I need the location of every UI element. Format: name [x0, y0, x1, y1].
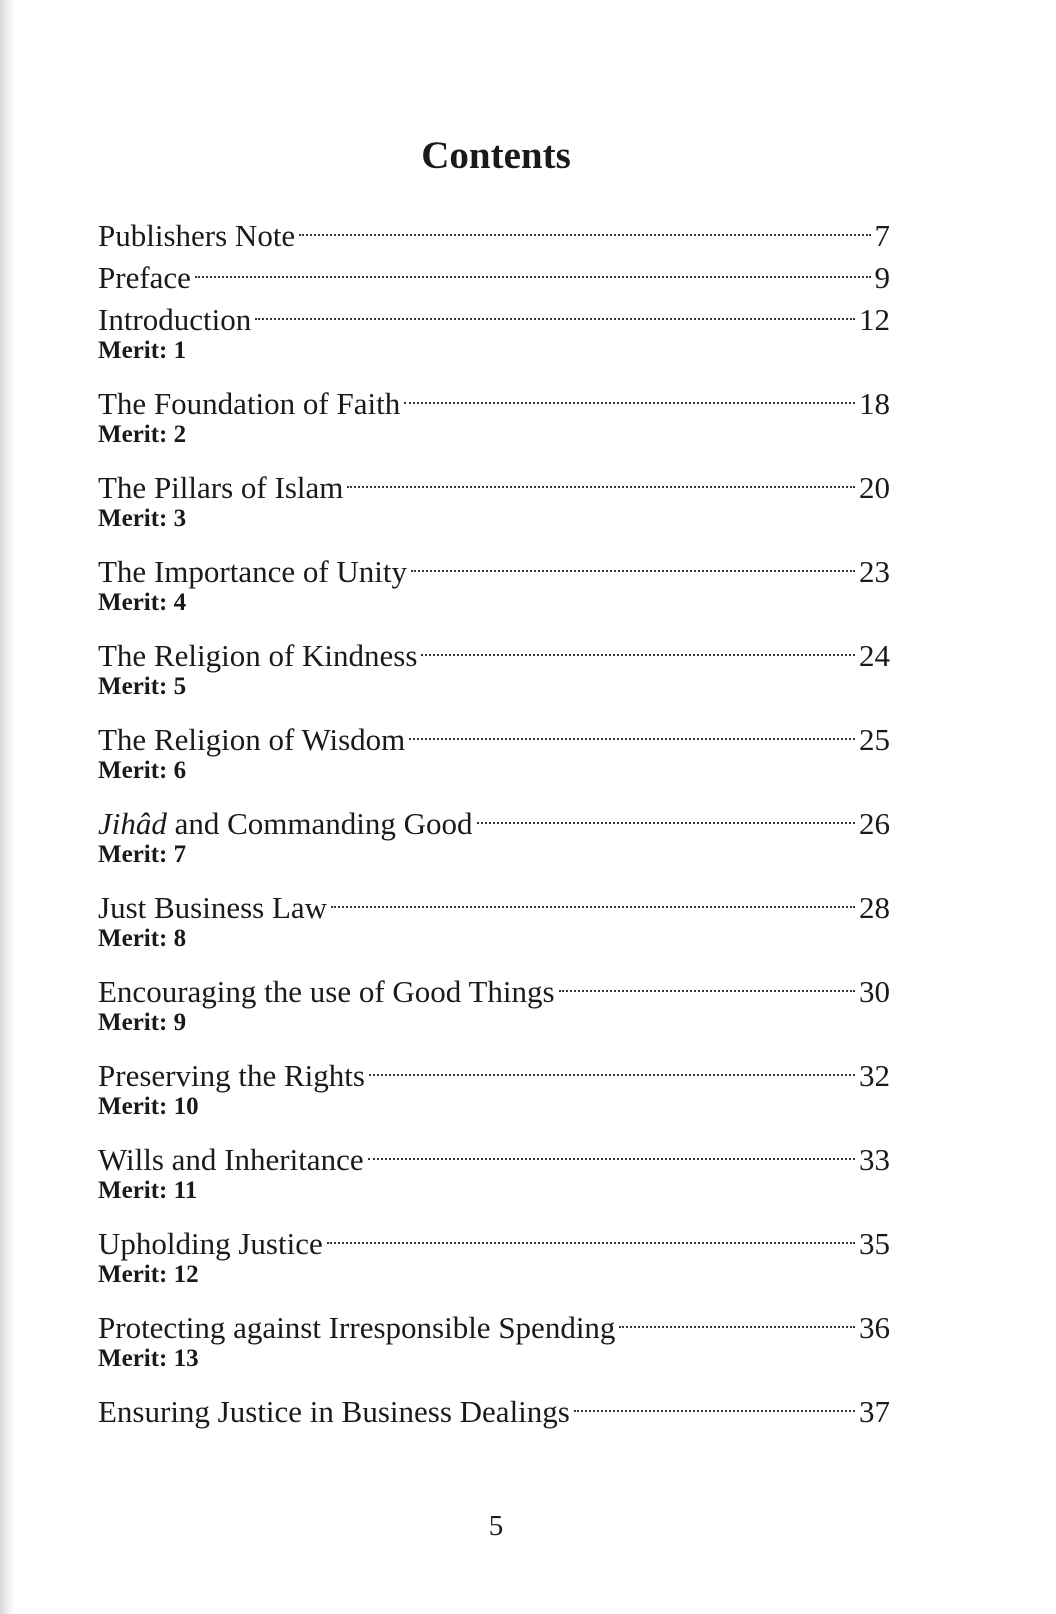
- dot-leader: [619, 1296, 855, 1338]
- toc-entry-page: 33: [859, 1142, 890, 1177]
- toc-entry-page: 18: [859, 386, 890, 421]
- toc-entry-page: 9: [874, 260, 890, 295]
- dot-leader: [411, 540, 855, 582]
- toc-entry-title-italic: Jihâd: [98, 806, 167, 841]
- merit-heading: Merit: 13: [98, 1345, 199, 1372]
- toc-entry-title-text: The Pillars of Islam: [98, 470, 344, 505]
- merit-heading: Merit: 4: [98, 589, 187, 616]
- toc-entry-title-text: The Importance of Unity: [98, 554, 408, 589]
- table-of-contents: [98, 204, 890, 1429]
- toc-entry: [98, 876, 890, 925]
- merit-heading: Merit: 12: [98, 1261, 199, 1288]
- merit-heading: Merit: 3: [98, 505, 187, 532]
- toc-entry-title-text: Just Business Law: [98, 890, 328, 925]
- page-number: 5: [488, 1510, 504, 1542]
- toc-entry: [98, 288, 890, 337]
- merit-heading: Merit: 1: [98, 337, 187, 364]
- toc-entry-page: 24: [859, 638, 890, 673]
- merit-heading: Merit: 7: [98, 841, 187, 868]
- toc-entry: [98, 1296, 890, 1345]
- toc-entry-title-text: The Foundation of Faith: [98, 386, 401, 421]
- merit-heading: Merit: 11: [98, 1177, 198, 1204]
- toc-entry-title-text: Encouraging the use of Good Things: [98, 974, 555, 1009]
- toc-entry-page: 30: [859, 974, 890, 1009]
- toc-entry-page: 7: [874, 218, 890, 253]
- toc-entry: [98, 540, 890, 589]
- toc-entry-page: 32: [859, 1058, 890, 1093]
- toc-entry: [98, 372, 890, 421]
- toc-entry-title-text: Introduction: [98, 302, 252, 337]
- toc-entry-page: 25: [859, 722, 890, 757]
- toc-entry-title-text: The Religion of Kindness: [98, 638, 418, 673]
- toc-entry-title-text: Publishers Note: [98, 218, 296, 253]
- toc-entry: [98, 1212, 890, 1261]
- merit-heading: Merit: 9: [98, 1009, 187, 1036]
- dot-leader: [369, 1044, 855, 1086]
- toc-entry-title-text: Ensuring Justice in Business Dealings: [98, 1394, 570, 1429]
- toc-entry-page: 23: [859, 554, 890, 589]
- dot-leader: [477, 792, 855, 834]
- dot-leader: [559, 960, 855, 1002]
- dot-leader: [299, 204, 870, 246]
- toc-entry-title: [98, 1391, 570, 1433]
- toc-entry: [98, 456, 890, 505]
- merit-heading: Merit: 5: [98, 673, 187, 700]
- toc-entry-title: [98, 257, 191, 299]
- dot-leader: [574, 1380, 855, 1422]
- dot-leader: [409, 708, 855, 750]
- toc-entry-title-text: Wills and Inheritance: [98, 1142, 364, 1177]
- dot-leader: [327, 1212, 855, 1254]
- toc-entry-title-text: The Religion of Wisdom: [98, 722, 406, 757]
- toc-entry-title-text: Protecting against Irresponsible Spending: [98, 1310, 616, 1345]
- toc-entry: [98, 1044, 890, 1093]
- toc-entry-title-text: Preserving the Rights: [98, 1058, 365, 1093]
- page-edge-shadow: [0, 0, 14, 1614]
- dot-leader: [331, 876, 855, 918]
- dot-leader: [368, 1128, 855, 1170]
- merit-heading: Merit: 6: [98, 757, 187, 784]
- toc-entry-title-text: Upholding Justice: [98, 1226, 323, 1261]
- toc-entry: [98, 792, 890, 841]
- toc-entry-page: 12: [859, 302, 890, 337]
- toc-entry-title-text: Preface: [98, 260, 191, 295]
- merit-heading: Merit: 2: [98, 421, 187, 448]
- toc-entry-page: 36: [859, 1310, 890, 1345]
- dot-leader: [404, 372, 855, 414]
- toc-entry-page: 20: [859, 470, 890, 505]
- toc-entry-page: 28: [859, 890, 890, 925]
- toc-entry: [98, 1380, 890, 1429]
- dot-leader: [421, 624, 855, 666]
- merit-heading: Merit: 10: [98, 1093, 199, 1120]
- toc-entry: [98, 624, 890, 673]
- toc-entry: [98, 246, 890, 295]
- toc-entry-title-text: and Commanding Good: [166, 806, 473, 841]
- toc-entry: [98, 1128, 890, 1177]
- toc-entry-page: 26: [859, 806, 890, 841]
- dot-leader: [347, 456, 855, 498]
- toc-entry-page: 35: [859, 1226, 890, 1261]
- toc-entry: [98, 708, 890, 757]
- toc-entry: [98, 204, 890, 253]
- merit-heading: Merit: 8: [98, 925, 187, 952]
- toc-entry: [98, 960, 890, 1009]
- dot-leader: [195, 246, 871, 288]
- toc-entry-page: 37: [859, 1394, 890, 1429]
- dot-leader: [255, 288, 855, 330]
- contents-title: Contents: [421, 134, 571, 177]
